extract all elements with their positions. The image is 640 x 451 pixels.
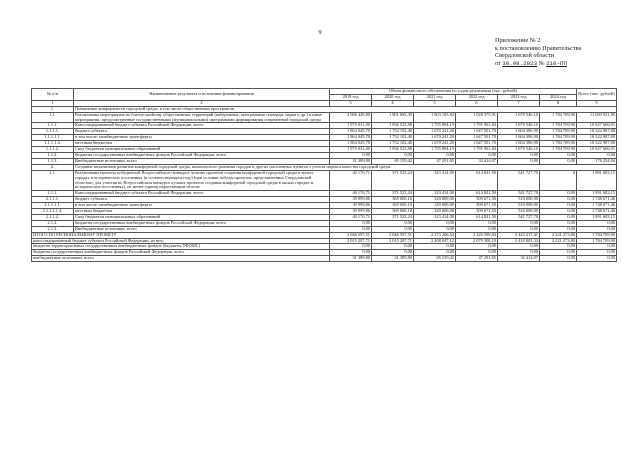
row-year-value: 2 015 207,71 bbox=[330, 238, 372, 244]
row-label: Реализованы проекты победителей Всероссийского конкурса лучших проектов создания комфортной городской среды в малых городах и исторических поселениях (в соответствующем году) (при условии победы проектов, представленных Свердловской областью, для участия во Всероссийском конкурсе лучших проектов создания комфортной городской среды в малых городах и исторических поселениях), не менее единиц нарастающим итогом bbox=[74, 170, 330, 191]
row-year-value: 614 841,50 bbox=[456, 170, 498, 191]
row-year-value: 1 836 523,88 bbox=[372, 147, 414, 153]
row-year-value: 39 999,86 bbox=[330, 197, 372, 203]
row-year-value: 509 671,50 bbox=[456, 197, 498, 203]
header-name: Наименование результата и источники финансирования bbox=[74, 89, 330, 101]
row-year-value: 32 414,07 bbox=[456, 158, 498, 164]
row-label: Консолидированный бюджет субъекта Российской Федерации, всего bbox=[74, 191, 330, 197]
row-year-value: 0,00 bbox=[414, 220, 456, 226]
row-year-value: 47 291,65 bbox=[456, 256, 498, 262]
date-prefix: от bbox=[495, 59, 501, 67]
row-year-value: 0,00 bbox=[498, 158, 540, 164]
row-year-value: 0,00 bbox=[498, 250, 540, 256]
row-label: Реализованы мероприятия по благоустройству общественных территорий (набережные, центральные площади, парки и др.) и иные мероприятия, предусмотренные государственными (муниципальными) программами формирования современной городской среды bbox=[74, 112, 330, 123]
row-label: бюджет субъекта bbox=[74, 129, 330, 135]
appendix-date-line bbox=[495, 60, 581, 68]
total-label: консолидированный бюджет субъекта Российской Федерации, из них: bbox=[32, 238, 330, 244]
row-year-value: 0,00 bbox=[330, 226, 372, 232]
row-year-value: 1 604 386,90 bbox=[498, 129, 540, 135]
row-year-value: 1 028 375,91 bbox=[456, 112, 498, 123]
row-year-value: 0,00 bbox=[414, 226, 456, 232]
row-index: 2.1.1.1.1. bbox=[32, 203, 74, 209]
page-number: 9 bbox=[318, 29, 322, 36]
row-year-value: 2 015 207,71 bbox=[372, 238, 414, 244]
row-index: 2.1.1.1.1.4. bbox=[32, 209, 74, 215]
row-label: местным бюджетам bbox=[74, 141, 330, 147]
row-year-value: 369 000,10 bbox=[372, 209, 414, 215]
row-year-value: 1 975 031,00 bbox=[330, 147, 372, 153]
row-total-value: 1 784 709,90 bbox=[577, 238, 617, 244]
row-year-value: 0,00 bbox=[330, 244, 372, 250]
row-year-value: 0,00 bbox=[540, 256, 577, 262]
row-index: 2.1. bbox=[32, 170, 74, 191]
row-year-value: 510 000,00 bbox=[498, 209, 540, 215]
row-year-value: 1 647 501,70 bbox=[456, 129, 498, 135]
header-funding-group: Объем финансового обеспечения по годам реализации (тыс. рублей) bbox=[330, 89, 577, 95]
row-year-value: 0,00 bbox=[372, 152, 414, 158]
total-label: внебюджетные источники, всего bbox=[32, 256, 330, 262]
resolution-number: 210-ПП bbox=[546, 59, 567, 67]
row-year-value: 0,00 bbox=[372, 220, 414, 226]
row-year-value: 320 000,00 bbox=[414, 209, 456, 215]
table-row bbox=[32, 112, 617, 123]
section-title: Повышение комфортности городской среды, в том числе общественных пространств bbox=[74, 106, 617, 112]
row-year-value: 0,00 bbox=[540, 220, 577, 226]
row-year-value: 1 647 501,70 bbox=[456, 141, 498, 147]
row-year-value: 2 410 803,34 bbox=[498, 238, 540, 244]
row-year-value: 0,00 bbox=[540, 197, 577, 203]
row-year-value: 614 841,50 bbox=[456, 214, 498, 220]
row-total-value: 0,00 bbox=[577, 226, 617, 232]
row-year-value: 0,00 bbox=[414, 244, 456, 250]
row-year-value: 1 784 709,90 bbox=[540, 141, 577, 147]
column-number: 1 bbox=[32, 100, 74, 106]
appendix-header bbox=[495, 37, 581, 67]
row-total-value: 0,00 bbox=[577, 256, 617, 262]
row-year-value: 1 795 961,84 bbox=[456, 147, 498, 153]
appendix-region: Свердловской области bbox=[495, 52, 555, 60]
row-year-value: 2 221 273,80 bbox=[540, 238, 577, 244]
row-year-value: 323 414,00 bbox=[414, 170, 456, 191]
row-year-value: 2 006 420,80 bbox=[330, 112, 372, 123]
row-year-value: 0,00 bbox=[540, 152, 577, 158]
row-year-value: 0,00 bbox=[330, 250, 372, 256]
row-year-value: 0,00 bbox=[540, 226, 577, 232]
row-year-value: 0,00 bbox=[372, 226, 414, 232]
table-row bbox=[32, 170, 617, 191]
row-year-value: 1 670 241,20 bbox=[414, 135, 456, 141]
row-year-value: 0,00 bbox=[456, 250, 498, 256]
row-year-value: 2 079 308,19 bbox=[456, 238, 498, 244]
row-total-value: 11 003 921,85 bbox=[577, 112, 617, 123]
row-year-value: 0,00 bbox=[498, 152, 540, 158]
row-year-value: 2 046 597,51 bbox=[372, 232, 414, 238]
row-year-value: 0,00 bbox=[414, 250, 456, 256]
row-total-value: 10 322 987,80 bbox=[577, 135, 617, 141]
row-year-value: 40 176,71 bbox=[330, 191, 372, 197]
row-index: 2.1.2. bbox=[32, 220, 74, 226]
row-year-value: 323 414,00 bbox=[414, 191, 456, 197]
row-total-value: 1 748 671,46 bbox=[577, 203, 617, 209]
row-total-value: 1 891 683,15 bbox=[577, 170, 617, 191]
row-index: 2.1.1.2. bbox=[32, 214, 74, 220]
row-year-value: 1 784 709,90 bbox=[540, 129, 577, 135]
row-year-value: 47 291,65 bbox=[414, 158, 456, 164]
row-year-value: 320 000,00 bbox=[414, 197, 456, 203]
row-year-value: 1 752 102,40 bbox=[372, 135, 414, 141]
row-year-value: 65 159,42 bbox=[414, 256, 456, 262]
row-year-value: 2 273 206,54 bbox=[414, 232, 456, 238]
resolution-date: 30.08.2023 bbox=[502, 59, 538, 67]
row-year-value: 1 755 894,19 bbox=[414, 123, 456, 129]
row-year-value: 0,00 bbox=[540, 158, 577, 164]
row-year-value: 1 864 045,70 bbox=[330, 135, 372, 141]
column-number: 5 bbox=[414, 100, 456, 106]
row-total-value: 0,00 bbox=[577, 244, 617, 250]
row-year-value: 0,00 bbox=[456, 220, 498, 226]
table-body bbox=[32, 106, 617, 261]
row-year-value: 0,00 bbox=[456, 152, 498, 158]
row-year-value: 2 046 597,51 bbox=[330, 232, 372, 238]
total-row bbox=[32, 256, 617, 262]
row-year-value: 371 523,24 bbox=[372, 170, 414, 191]
header-year: 2020 год bbox=[372, 94, 414, 100]
row-label: местным бюджетам bbox=[74, 209, 330, 215]
row-index: 2.1.3. bbox=[32, 226, 74, 232]
header-year: 2019 год bbox=[330, 94, 372, 100]
row-year-value: 39 999,86 bbox=[330, 203, 372, 209]
section-title: Создание механизмов развития комфортной городской среды, комплексного развития городов и других населенных пунктов с учетом индекса качества городской среды bbox=[74, 164, 617, 170]
row-index: 1.1. bbox=[32, 112, 74, 123]
row-year-value: 2 443 217,41 bbox=[498, 232, 540, 238]
row-label: Внебюджетные источники, всего bbox=[74, 226, 330, 232]
total-label: бюджеты территориальных государственных внебюджетных фондов (бюджеты ТФОМС) bbox=[32, 244, 330, 250]
row-year-value: 32 414,07 bbox=[498, 256, 540, 262]
row-year-value: 1 679 546,10 bbox=[498, 123, 540, 129]
row-year-value: 0,00 bbox=[498, 220, 540, 226]
row-label: Консолидированный бюджет субъекта Российской Федерации, всего bbox=[74, 123, 330, 129]
row-year-value: 1 604 386,90 bbox=[498, 141, 540, 147]
row-year-value: 39 999,86 bbox=[330, 209, 372, 215]
row-year-value: 1 784 709,90 bbox=[540, 123, 577, 129]
row-year-value: 0,00 bbox=[498, 226, 540, 232]
row-index: 1.1.1.2. bbox=[32, 147, 74, 153]
total-label: бюджеты государственных внебюджетных фондов Российской Федерации, всего bbox=[32, 250, 330, 256]
row-year-value: 1 679 546,10 bbox=[498, 147, 540, 153]
funding-table bbox=[31, 88, 617, 262]
row-year-value: 0,00 bbox=[456, 226, 498, 232]
row-year-value: 1 752 102,40 bbox=[372, 129, 414, 135]
row-year-value: 541 727,70 bbox=[498, 214, 540, 220]
number-prefix: № bbox=[538, 59, 545, 67]
header-year: 2024 год bbox=[540, 94, 577, 100]
header-year: 2021 год bbox=[414, 94, 456, 100]
row-label: бюджет субъекта bbox=[74, 197, 330, 203]
row-year-value: 1 795 961,84 bbox=[456, 123, 498, 129]
row-year-value: 0,00 bbox=[330, 152, 372, 158]
row-year-value: 320 000,00 bbox=[414, 203, 456, 209]
row-year-value: 1 901 683,30 bbox=[372, 112, 414, 123]
row-year-value: 0,00 bbox=[540, 244, 577, 250]
row-label: Внебюджетные источники, всего bbox=[74, 158, 330, 164]
row-total-value: 176 254,94 bbox=[577, 158, 617, 164]
row-total-value: 1 748 671,46 bbox=[577, 209, 617, 215]
row-year-value: 1 836 523,88 bbox=[372, 123, 414, 129]
row-label: Свод бюджетов муниципальных образований bbox=[74, 147, 330, 153]
row-index: 1.1.3. bbox=[32, 158, 74, 164]
row-total-value: 1 748 671,46 bbox=[577, 197, 617, 203]
row-total-value: 1 891 683,15 bbox=[577, 191, 617, 197]
row-year-value: 509 671,50 bbox=[456, 209, 498, 215]
appendix-title: Приложение № 2 bbox=[495, 37, 541, 44]
row-year-value: 0 bbox=[540, 170, 577, 191]
row-year-value: 371 523,24 bbox=[372, 191, 414, 197]
row-year-value: 323 414,00 bbox=[414, 214, 456, 220]
row-year-value: 1 975 031,00 bbox=[330, 123, 372, 129]
row-year-value: 1 755 894,19 bbox=[414, 147, 456, 153]
row-year-value: 31 389,80 bbox=[372, 256, 414, 262]
header-num: № п/п bbox=[32, 89, 74, 101]
row-total-value: 10 827 666,91 bbox=[577, 147, 617, 153]
column-number: 4 bbox=[372, 100, 414, 106]
row-year-value: 0,00 bbox=[540, 250, 577, 256]
row-total-value: 10 827 666,91 bbox=[577, 123, 617, 129]
row-total-value: 10 322 987,80 bbox=[577, 129, 617, 135]
appendix-resolution: к постановлению Правительства bbox=[495, 44, 582, 52]
row-year-value: 0,00 bbox=[540, 191, 577, 197]
row-index: 1.1.1.1. bbox=[32, 129, 74, 135]
row-year-value: 1 784 709,90 bbox=[540, 135, 577, 141]
row-label: в том числе: межбюджетные трансферты bbox=[74, 203, 330, 209]
column-number: 2 bbox=[74, 100, 330, 106]
row-year-value: 0,00 bbox=[372, 244, 414, 250]
row-index: 2. bbox=[32, 164, 74, 170]
row-year-value: 1 647 501,70 bbox=[456, 135, 498, 141]
row-label: бюджеты государственных внебюджетных фондов Российской Федерации, всего bbox=[74, 220, 330, 226]
row-total-value: 10 322 987,80 bbox=[577, 141, 617, 147]
row-year-value: 65 159,42 bbox=[372, 158, 414, 164]
row-year-value: 31 389,80 bbox=[330, 256, 372, 262]
row-year-value: 0,00 bbox=[372, 250, 414, 256]
column-number: 3 bbox=[330, 100, 372, 106]
row-year-value: 1 803 185,84 bbox=[414, 112, 456, 123]
header-year: 2023 год bbox=[498, 94, 540, 100]
row-label: в том числе: межбюджетные трансферты bbox=[74, 135, 330, 141]
row-year-value: 0,00 bbox=[540, 214, 577, 220]
row-year-value: 1 670 241,20 bbox=[414, 141, 456, 147]
row-year-value: 541 727,70 bbox=[498, 191, 540, 197]
row-year-value: 0,00 bbox=[414, 152, 456, 158]
row-index: 1.1.1.1.4. bbox=[32, 141, 74, 147]
total-label: ИТОГО ПО РЕГИОНАЛЬНОМУ ПРОЕКТУ bbox=[32, 232, 330, 238]
row-index: 1.1.2. bbox=[32, 152, 74, 158]
row-total-value: 1 891 683,15 bbox=[577, 214, 617, 220]
row-year-value: 1 752 102,40 bbox=[372, 141, 414, 147]
row-total-value: 0,00 bbox=[577, 220, 617, 226]
row-year-value: 2 221 273,80 bbox=[540, 232, 577, 238]
row-year-value: 0,00 bbox=[540, 203, 577, 209]
row-label: Свод бюджетов муниципальных образований bbox=[74, 214, 330, 220]
row-year-value: 40 176,71 bbox=[330, 170, 372, 191]
row-year-value: 369 000,10 bbox=[372, 197, 414, 203]
row-index: 1.1.1.1.1. bbox=[32, 135, 74, 141]
row-year-value: 369 000,10 bbox=[372, 203, 414, 209]
header-year: 2022 год bbox=[456, 94, 498, 100]
row-total-value: 0,00 bbox=[577, 250, 617, 256]
row-year-value: 541 727,70 bbox=[498, 170, 540, 191]
row-index: 1. bbox=[32, 106, 74, 112]
row-year-value: 2 126 599,84 bbox=[456, 232, 498, 238]
row-index: 2.1.1. bbox=[32, 191, 74, 197]
row-year-value: 40 176,71 bbox=[330, 214, 372, 220]
row-total-value: 0,00 bbox=[577, 152, 617, 158]
row-year-value: 510 000,00 bbox=[498, 203, 540, 209]
row-label: бюджеты государственных внебюджетных фондов Российской Федерации, всего bbox=[74, 152, 330, 158]
row-year-value: 1 604 386,90 bbox=[498, 135, 540, 141]
row-index: 2.1.1.1. bbox=[32, 197, 74, 203]
column-number: 7 bbox=[498, 100, 540, 106]
column-number: 6 bbox=[456, 100, 498, 106]
row-year-value: 0,00 bbox=[456, 244, 498, 250]
row-year-value: 1 784 709,90 bbox=[540, 112, 577, 123]
row-year-value: 0,00 bbox=[330, 220, 372, 226]
row-index: 1.1.1. bbox=[32, 123, 74, 129]
row-year-value: 614 841,50 bbox=[456, 191, 498, 197]
row-year-value: 510 000,00 bbox=[498, 197, 540, 203]
row-year-value: 31 389,80 bbox=[330, 158, 372, 164]
row-year-value: 0,00 bbox=[540, 209, 577, 215]
row-year-value: 509 671,50 bbox=[456, 203, 498, 209]
row-year-value: 2 208 047,12 bbox=[414, 238, 456, 244]
row-year-value: 1 670 241,20 bbox=[414, 129, 456, 135]
header-total: Всего (тыс. рублей) bbox=[577, 89, 617, 101]
row-total-value: 1 784 709,90 bbox=[577, 232, 617, 238]
row-year-value: 1 784 709,90 bbox=[540, 147, 577, 153]
column-number: 8 bbox=[540, 100, 577, 106]
row-year-value: 1 864 045,70 bbox=[330, 141, 372, 147]
row-year-value: 1 864 045,70 bbox=[330, 129, 372, 135]
row-year-value: 0,00 bbox=[498, 244, 540, 250]
row-year-value: 371 523,24 bbox=[372, 214, 414, 220]
row-year-value: 1 679 546,10 bbox=[498, 112, 540, 123]
column-number: 9 bbox=[577, 100, 617, 106]
